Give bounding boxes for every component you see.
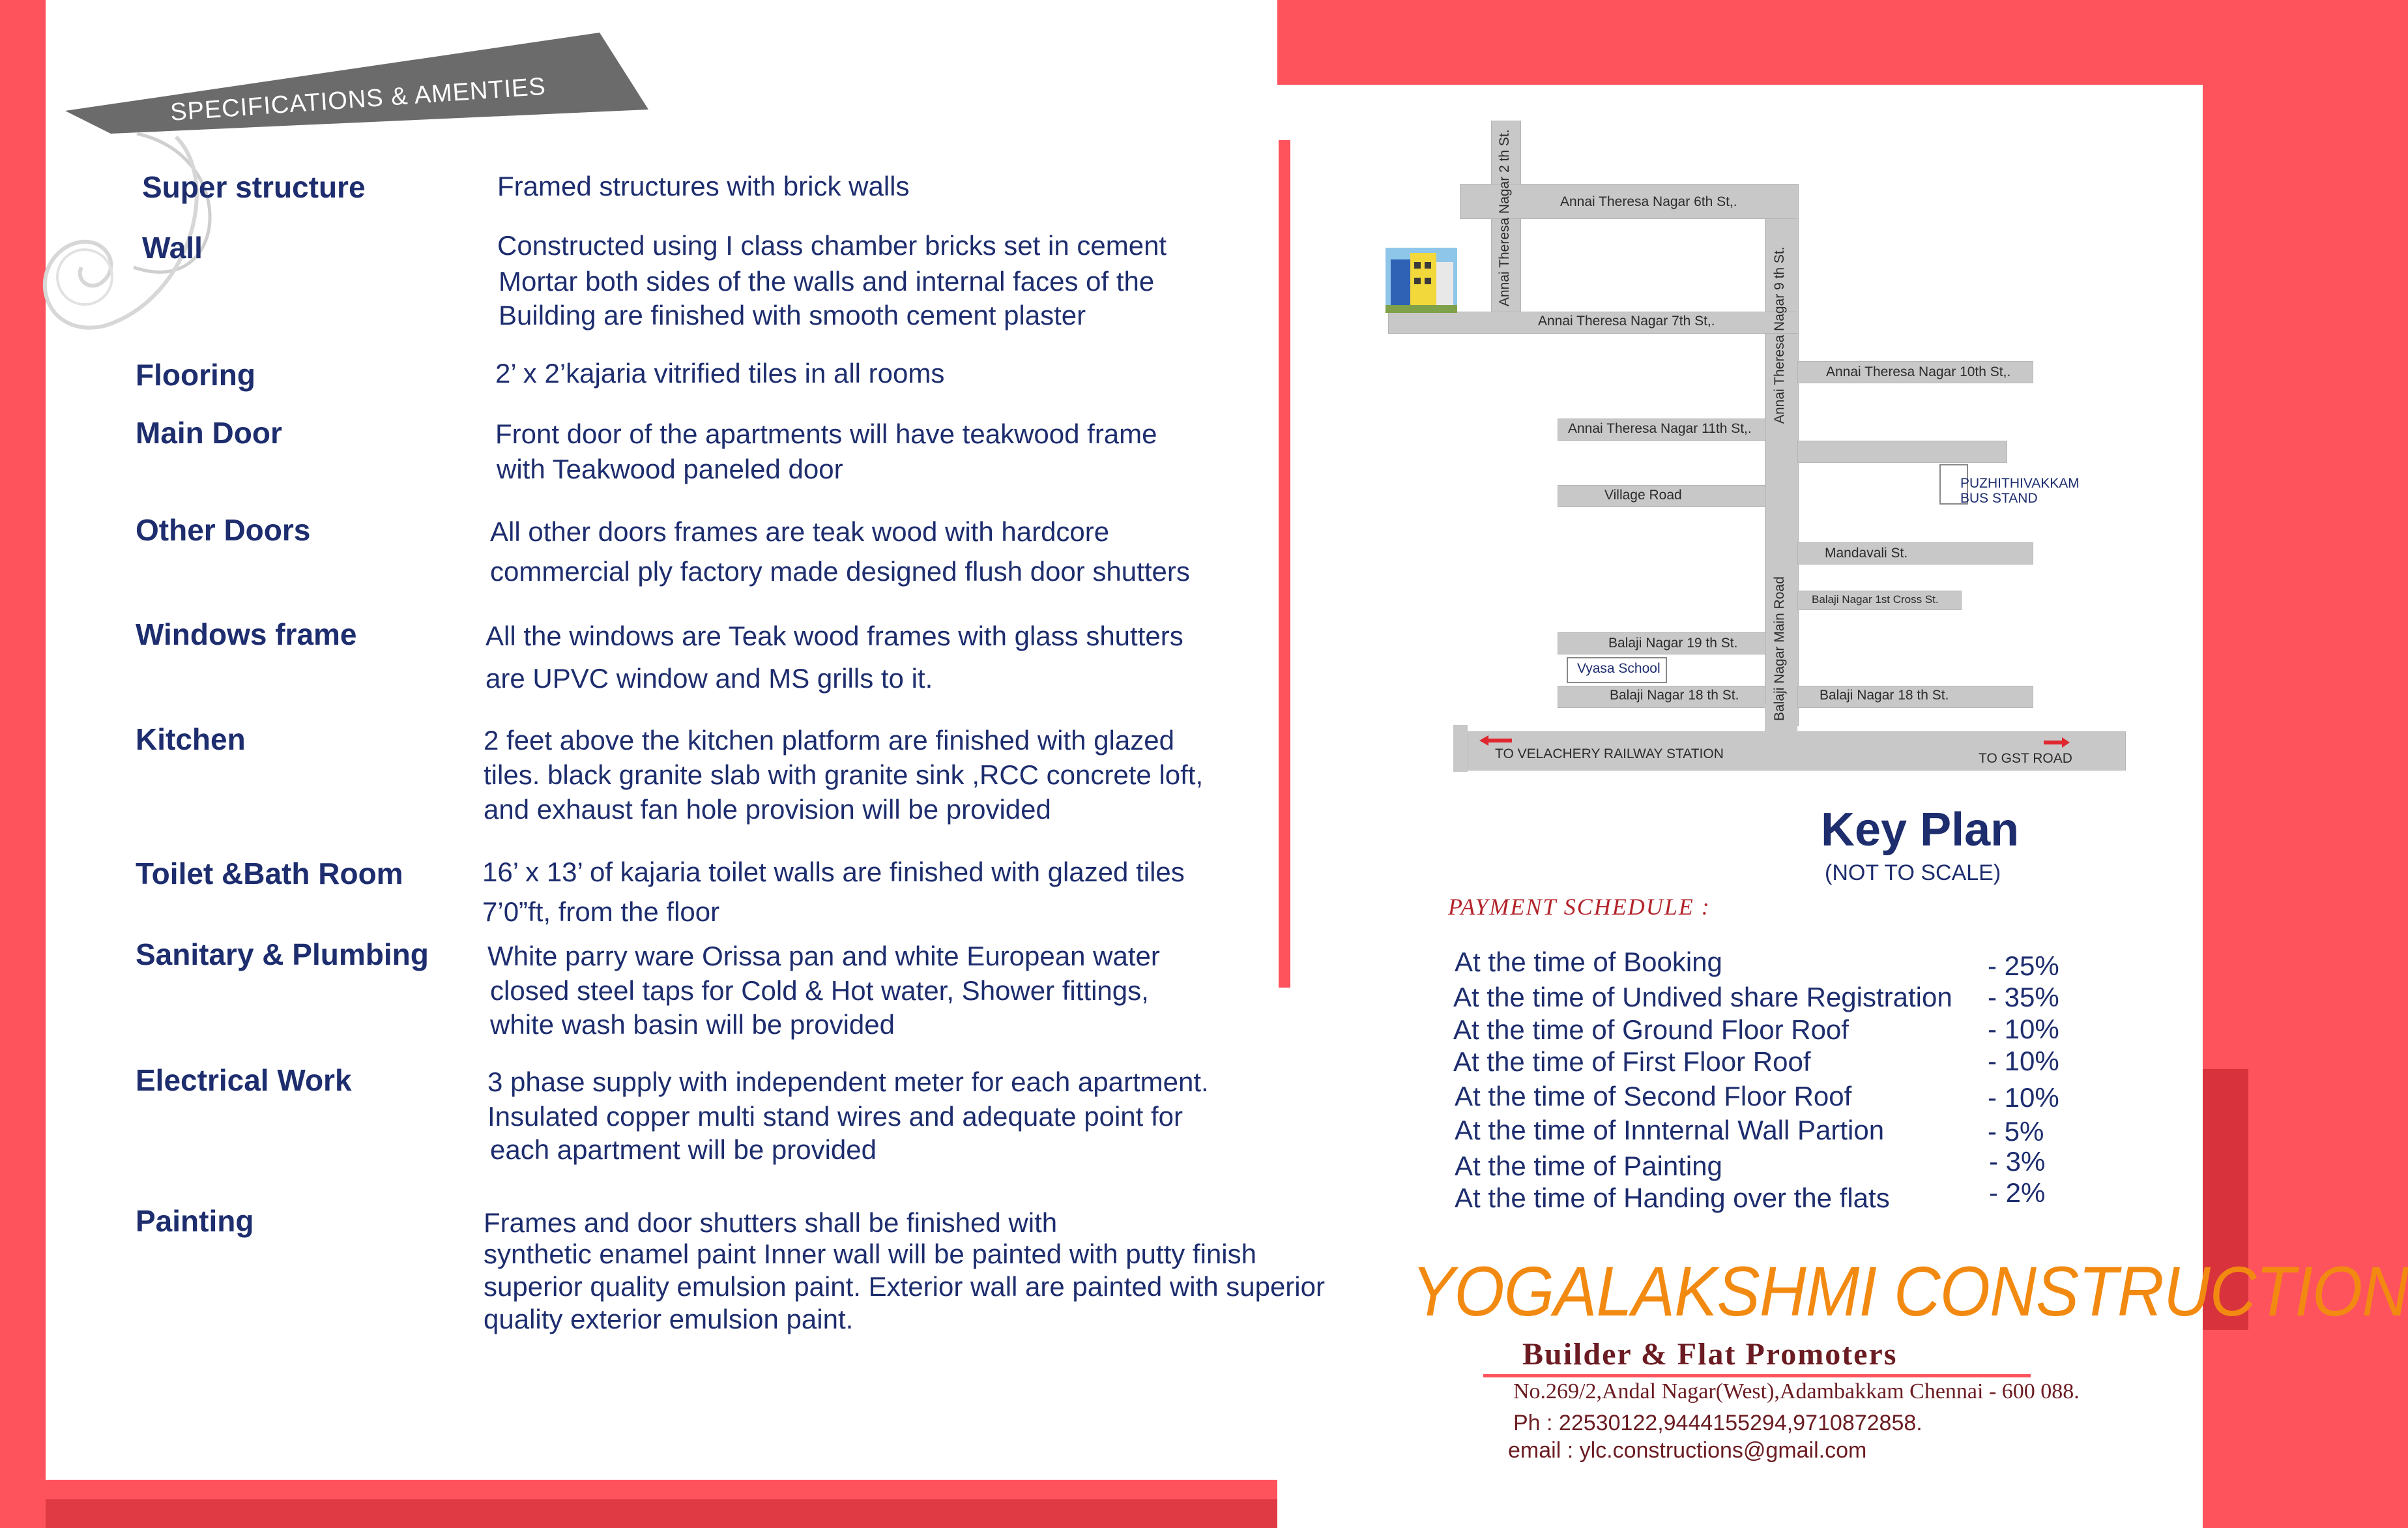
spec-label-painting: Painting xyxy=(136,1204,254,1238)
spec-text: commercial ply factory made designed flush door shutters xyxy=(490,556,1190,587)
label-balaji-1st-cross: Balaji Nagar 1st Cross St. xyxy=(1812,593,1939,606)
key-plan-title: Key Plan xyxy=(1821,804,2020,856)
spec-text: 16’ x 13’ of kajaria toilet walls are finished with glazed tiles xyxy=(482,857,1185,887)
spec-text: white wash basin will be provided xyxy=(490,1009,895,1040)
label-annai-6th: Annai Theresa Nagar 6th St,. xyxy=(1560,194,1737,209)
spec-label-wall: Wall xyxy=(142,231,203,265)
key-plan-subtitle: (NOT TO SCALE) xyxy=(1825,860,2001,885)
spec-text: Mortar both sides of the walls and internal faces of the xyxy=(499,266,1155,297)
spec-text: closed steel taps for Cold & Hot water, Shower fittings, xyxy=(490,975,1149,1006)
spec-label-flooring: Flooring xyxy=(136,358,255,392)
payment-label: At the time of Ground Floor Roof xyxy=(1453,1014,1849,1045)
spec-label-super-structure: Super structure xyxy=(142,170,366,204)
label-mandavali: Mandavali St. xyxy=(1825,546,1908,561)
payment-label: At the time of Handing over the flats xyxy=(1455,1183,1890,1213)
spec-text: Frames and door shutters shall be finished with xyxy=(484,1207,1058,1238)
label-annai-11th: Annai Theresa Nagar 11th St,. xyxy=(1568,421,1752,436)
page-title: SPECIFICATIONS & AMENTIES xyxy=(169,72,547,126)
spec-text: superior quality emulsion paint. Exterior wall are painted with superior xyxy=(484,1271,1325,1302)
label-to-velachery: TO VELACHERY RAILWAY STATION xyxy=(1495,746,1724,761)
company-phone: Ph : 22530122,9444155294,9710872858. xyxy=(1513,1411,1922,1435)
tagline-underline xyxy=(1483,1374,2031,1377)
label-bus-stand-2: BUS STAND xyxy=(1960,491,2038,506)
payment-percent: - 10% xyxy=(1988,1014,2059,1044)
spec-text: 2’ x 2’kajaria vitrified tiles in all rooms xyxy=(495,358,945,389)
label-to-gst: TO GST ROAD xyxy=(1979,751,2072,766)
payment-percent: - 10% xyxy=(1988,1046,2059,1076)
payment-label: At the time of Innternal Wall Partion xyxy=(1455,1115,1885,1145)
spec-text: 3 phase supply with independent meter for each apartment. xyxy=(487,1066,1209,1097)
spec-text: synthetic enamel paint Inner wall will be painted with putty finish xyxy=(484,1239,1256,1269)
road-main-bottom-cap xyxy=(1453,725,1468,772)
company-tagline: Builder & Flat Promoters xyxy=(1522,1337,1898,1372)
payment-percent: - 5% xyxy=(1988,1116,2044,1147)
spec-text: with Teakwood paneled door xyxy=(497,454,843,484)
payment-percent: - 3% xyxy=(1989,1146,2046,1177)
spec-text: Insulated copper multi stand wires and adequate point for xyxy=(487,1101,1183,1132)
label-annai-10th: Annai Theresa Nagar 10th St,. xyxy=(1826,364,2011,379)
payment-label: At the time of Undived share Registration xyxy=(1453,982,1952,1012)
building-image xyxy=(1385,248,1457,313)
company-address: No.269/2,Andal Nagar(West),Adambakkam Chennai - 600 088. xyxy=(1513,1379,2080,1403)
payment-title: PAYMENT SCHEDULE : xyxy=(1448,894,1711,920)
company-email: email : ylc.constructions@gmail.com xyxy=(1508,1438,1867,1463)
label-school: Vyasa School xyxy=(1577,661,1661,676)
spec-text: White parry ware Orissa pan and white European water xyxy=(487,941,1160,971)
label-balaji-18th-left: Balaji Nagar 18 th St. xyxy=(1610,688,1739,703)
vertical-divider xyxy=(1279,140,1290,988)
label-village-road: Village Road xyxy=(1604,488,1682,503)
arrow-left-icon xyxy=(1479,734,1512,747)
spec-text: quality exterior emulsion paint. xyxy=(484,1304,854,1334)
spec-label-windows-frame: Windows frame xyxy=(136,617,357,651)
spec-text: 7’0”ft, from the floor xyxy=(482,896,720,927)
spec-text: 2 feet above the kitchen platform are finished with glazed xyxy=(484,725,1174,756)
spec-label-electrical-work: Electrical Work xyxy=(136,1063,352,1097)
label-annai-2nd: Annai Theresa Nagar 2 th St. xyxy=(1497,129,1512,306)
payment-percent: - 10% xyxy=(1988,1082,2059,1113)
spec-text: All the windows are Teak wood frames with glass shutters xyxy=(486,621,1183,651)
spec-label-kitchen: Kitchen xyxy=(136,722,246,756)
right-panel-lower xyxy=(1277,1480,2203,1528)
spec-text: and exhaust fan hole provision will be provided xyxy=(484,794,1051,825)
label-balaji-18th-right: Balaji Nagar 18 th St. xyxy=(1820,688,1949,703)
label-balaji-main: Balaji Nagar Main Road xyxy=(1772,576,1787,721)
payment-label: At the time of First Floor Roof xyxy=(1453,1046,1811,1077)
payment-label: At the time of Second Floor Roof xyxy=(1455,1081,1852,1111)
company-name: YOGALAKSHMI CONSTRUCTION xyxy=(1412,1252,2408,1330)
spec-label-main-door: Main Door xyxy=(136,416,282,450)
payment-percent: - 25% xyxy=(1988,950,2059,981)
label-bus-stand-1: PUZHITHIVAKKAM xyxy=(1960,476,2080,491)
spec-text: Front door of the apartments will have teakwood frame xyxy=(495,419,1157,449)
label-annai-9th: Annai Theresa Nagar 9 th St. xyxy=(1772,246,1787,424)
payment-percent: - 2% xyxy=(1989,1177,2046,1208)
spec-label-toilet-bath: Toilet &Bath Room xyxy=(136,857,403,890)
payment-percent: - 35% xyxy=(1988,982,2059,1012)
spec-text: Constructed using I class chamber bricks set in cement xyxy=(497,230,1167,261)
spec-text: Building are finished with smooth cement plaster xyxy=(499,300,1086,331)
left-panel-bottom-shadow xyxy=(46,1499,1284,1528)
spec-text: All other doors frames are teak wood with hardcore xyxy=(490,516,1110,547)
spec-text: are UPVC window and MS grills to it. xyxy=(486,663,933,694)
spec-text: tiles. black granite slab with granite sink ,RCC concrete loft, xyxy=(484,759,1204,790)
spec-text: each apartment will be provided xyxy=(490,1134,877,1165)
road-unnamed xyxy=(1797,441,2007,463)
payment-label: At the time of Painting xyxy=(1455,1151,1722,1181)
label-annai-7th: Annai Theresa Nagar 7th St,. xyxy=(1538,314,1715,329)
spec-label-other-doors: Other Doors xyxy=(136,513,311,547)
label-balaji-19th: Balaji Nagar 19 th St. xyxy=(1608,636,1738,651)
arrow-right-icon xyxy=(2044,737,2070,748)
spec-label-sanitary-plumbing: Sanitary & Plumbing xyxy=(136,937,429,971)
payment-label: At the time of Booking xyxy=(1455,947,1722,977)
spec-text: Framed structures with brick walls xyxy=(497,171,910,201)
